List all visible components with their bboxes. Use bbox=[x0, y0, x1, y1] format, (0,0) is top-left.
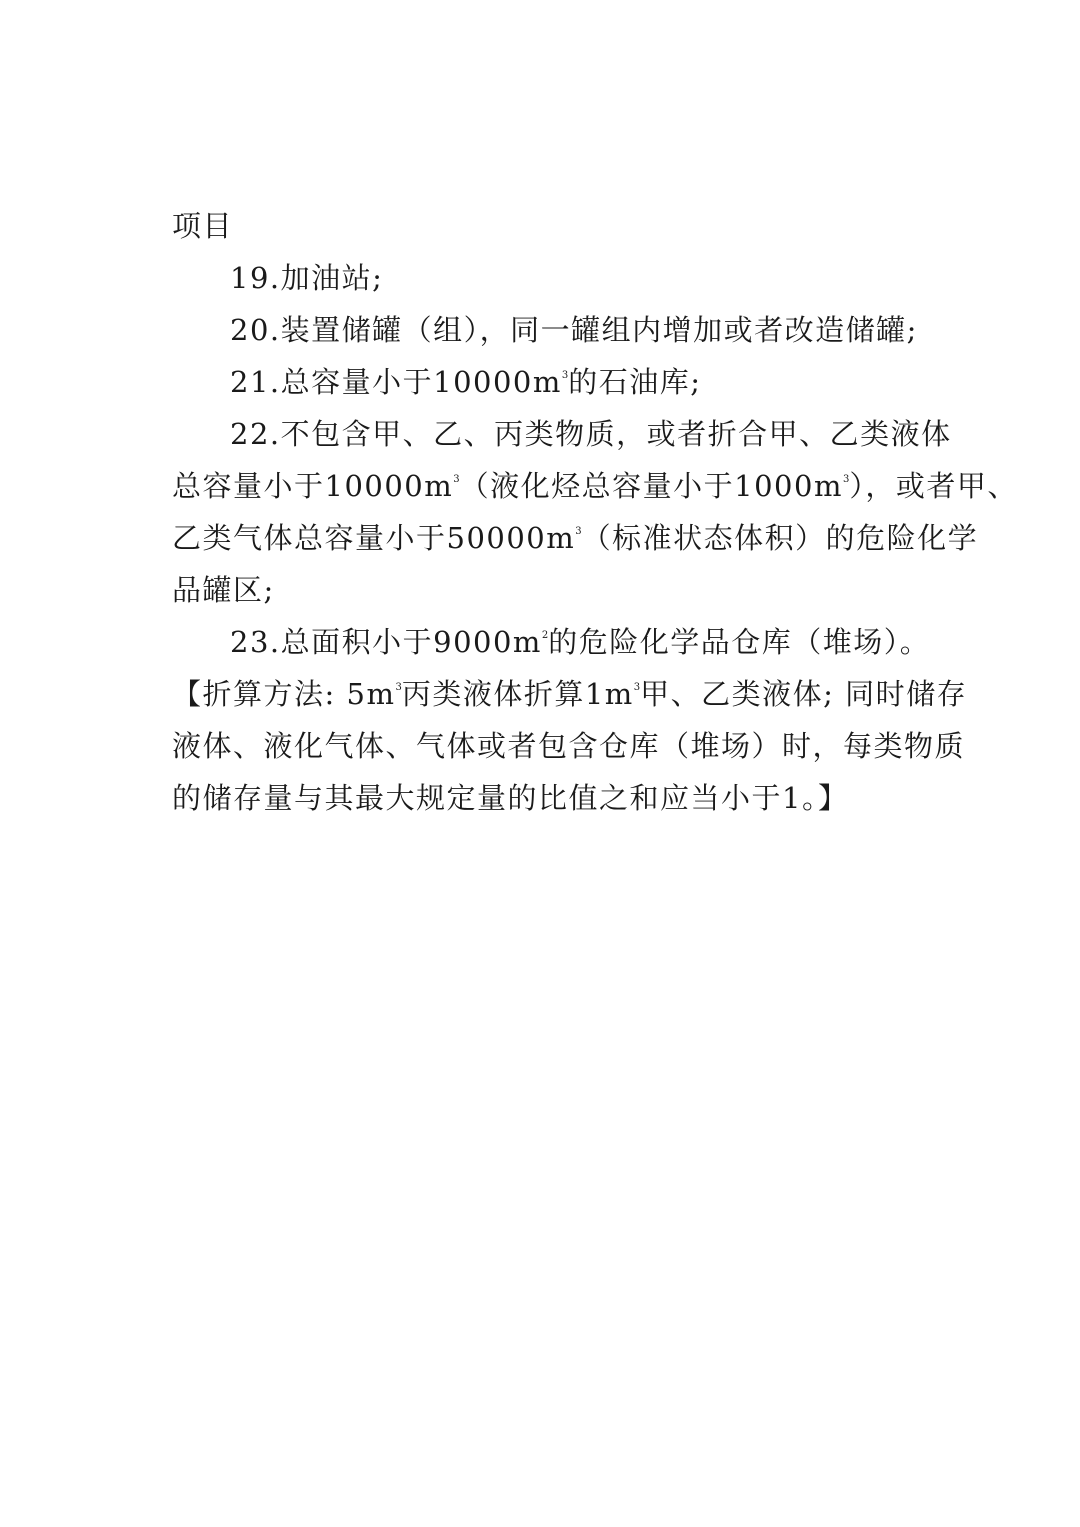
text-line bbox=[172, 772, 912, 824]
superscript: 3 bbox=[575, 526, 582, 537]
superscript: 2 bbox=[541, 630, 549, 641]
text-run: 19.加油站; bbox=[230, 261, 384, 295]
text-run: （液化烃总容量小于1000m bbox=[459, 469, 843, 503]
list-item-21 bbox=[172, 356, 912, 408]
text-run: ），或者甲、 bbox=[849, 469, 1018, 503]
list-item-23 bbox=[172, 616, 931, 668]
document-body bbox=[172, 200, 1018, 824]
text-run: 22.不包含甲、乙、丙类物质，或者折合甲、乙类液体 bbox=[230, 417, 952, 451]
list-item-20 bbox=[172, 304, 918, 356]
text-run: 的储存量与其最大规定量的比值之和应当小于1。】 bbox=[172, 781, 849, 815]
conversion-note bbox=[172, 668, 968, 720]
text-line bbox=[172, 512, 979, 564]
superscript: 3 bbox=[453, 474, 460, 485]
text-run: （标准状态体积）的危险化学 bbox=[581, 521, 979, 555]
text-run: 的危险化学品仓库（堆场）。 bbox=[548, 625, 931, 659]
superscript: 3 bbox=[395, 682, 402, 693]
text-run: 乙类气体总容量小于50000m bbox=[172, 521, 576, 555]
text-line bbox=[172, 564, 912, 616]
list-item-22 bbox=[172, 408, 952, 460]
text-run: 项目 bbox=[172, 209, 234, 243]
text-line bbox=[172, 460, 1018, 512]
text-run: 的石油库; bbox=[568, 365, 702, 399]
text-run: 21.总容量小于10000m bbox=[230, 365, 562, 399]
text-run: 23.总面积小于9000m bbox=[230, 625, 542, 659]
text-line bbox=[172, 720, 966, 772]
list-item-19 bbox=[172, 252, 912, 304]
superscript: 3 bbox=[842, 474, 850, 485]
text-run: 品罐区; bbox=[172, 573, 275, 607]
text-run: 20.装置储罐（组），同一罐组内增加或者改造储罐; bbox=[230, 313, 918, 347]
text-run: 丙类液体折算1m bbox=[401, 677, 634, 711]
text-run: 【折算方法: 5m bbox=[172, 677, 396, 711]
superscript: 3 bbox=[561, 370, 569, 381]
text-run: 总容量小于10000m bbox=[172, 469, 454, 503]
text-run: 液体、液化气体、气体或者包含仓库（堆场）时，每类物质 bbox=[172, 729, 966, 763]
text-line bbox=[172, 200, 912, 252]
superscript: 3 bbox=[633, 682, 641, 693]
text-run: 甲、乙类液体; 同时储存 bbox=[640, 677, 968, 711]
